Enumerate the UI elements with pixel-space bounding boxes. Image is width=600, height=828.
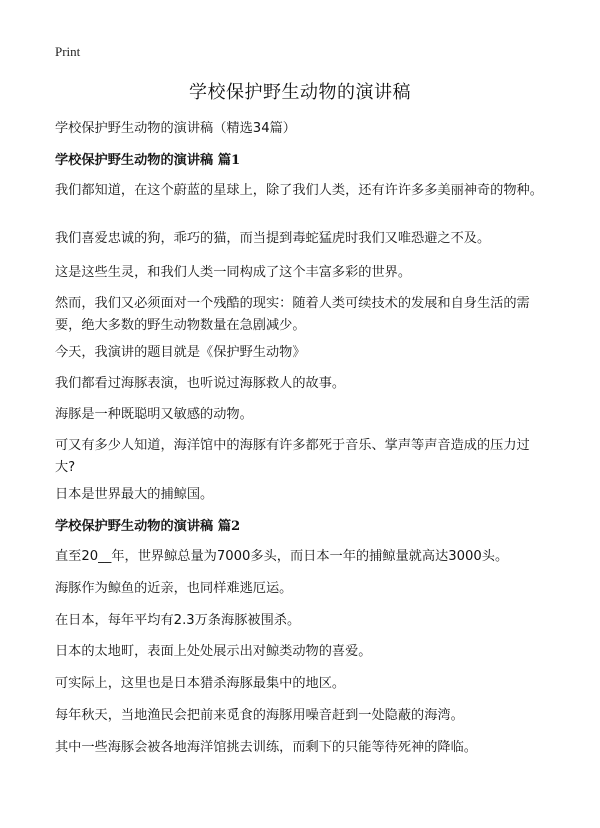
- page-title: 学校保护野生动物的演讲稿: [189, 82, 411, 103]
- section-1-paragraph: 然而，我们又必须面对一个残酷的现实：随着人类可续技术的发展和自身生活的需要，绝大多数的野生动物数量在急剧减少。: [55, 296, 530, 333]
- section-1-paragraph: 我们都看过海豚表演，也听说过海豚救人的故事。: [55, 376, 346, 391]
- section-1-paragraph: 我们都知道，在这个蔚蓝的星球上，除了我们人类，还有许许多多美丽神奇的物种。: [55, 183, 543, 198]
- section-1-paragraph: 我们喜爱忠诚的狗，乖巧的猫，而当提到毒蛇猛虎时我们又唯恐避之不及。: [55, 231, 491, 246]
- section-2-paragraph: 直至20__年，世界鲸总量为7000多头，而日本一年的捕鲸量就高达3000头。: [55, 549, 509, 564]
- section-1-paragraph: 海豚是一种既聪明又敏感的动物。: [55, 407, 253, 422]
- section-2-heading: 学校保护野生动物的演讲稿 篇2: [55, 519, 241, 534]
- section-1-paragraph: 今天，我演讲的题目就是《保护野生动物》: [55, 345, 306, 360]
- section-2-paragraph: 可实际上，这里也是日本猎杀海豚最集中的地区。: [55, 676, 346, 691]
- section-2-paragraph: 在日本，每年平均有2.3万条海豚被围杀。: [55, 613, 301, 628]
- section-2-paragraph: 其中一些海豚会被各地海洋馆挑去训练，而剩下的只能等待死神的降临。: [55, 740, 477, 755]
- section-2-paragraph: 海豚作为鲸鱼的近亲，也同样难逃厄运。: [55, 581, 293, 596]
- section-1-paragraph: 可又有多少人知道，海洋馆中的海豚有许多都死于音乐、掌声等声音造成的压力过大?: [55, 438, 530, 475]
- section-1-paragraph: 日本是世界最大的捕鲸国。: [55, 487, 214, 502]
- section-1-paragraph: 这是这些生灵，和我们人类一同构成了这个丰富多彩的世界。: [55, 265, 412, 280]
- section-1-heading: 学校保护野生动物的演讲稿 篇1: [55, 153, 241, 168]
- section-2-paragraph: 每年秋天，当地渔民会把前来觅食的海豚用噪音赶到一处隐蔽的海湾。: [55, 708, 464, 723]
- print-link[interactable]: Print: [55, 44, 81, 59]
- section-2-paragraph: 日本的太地町，表面上处处展示出对鲸类动物的喜爱。: [55, 644, 372, 659]
- document-subtitle: 学校保护野生动物的演讲稿（精选34篇）: [55, 121, 296, 136]
